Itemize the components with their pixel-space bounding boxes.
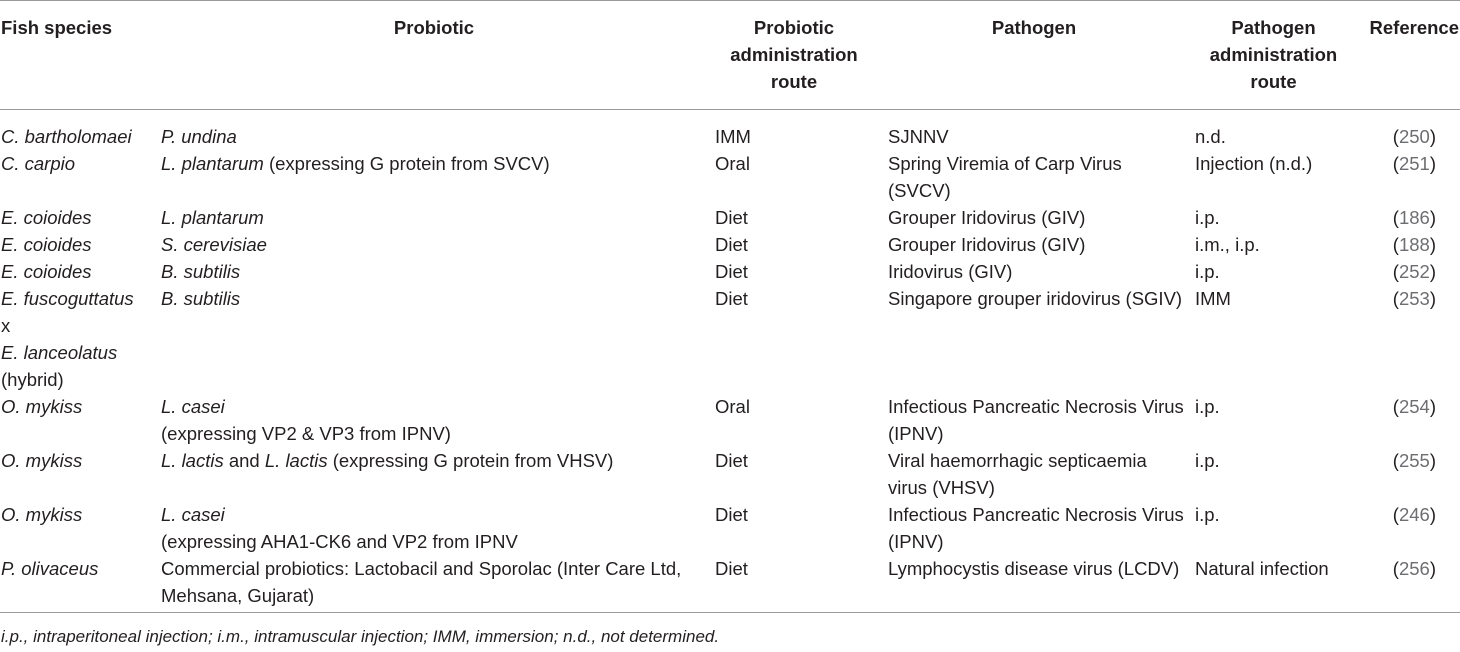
reference-link[interactable]: 253 [1398,288,1430,309]
cell-pathogen: Lymphocystis disease virus (LCDV) [888,558,1180,579]
cell-probiotic-route: Oral [715,396,750,417]
probiotic-name: L. plantarum [161,207,264,228]
cell-reference [1359,110,1460,151]
header-text: Probiotic [753,17,835,38]
cell-probiotic [160,258,708,285]
header-probiotic-route [708,1,880,110]
cell-pathogen: Singapore grouper iridovirus (SGIV) [888,288,1183,309]
probiotic-detail: (expressing G protein from VHSV) [327,450,614,471]
species-cross: x [1,315,11,336]
probiotic-name: L. casei [161,396,225,417]
cell-pathogen: Infectious Pancreatic Necrosis Virus (IPNV) [888,504,1184,552]
probiotic-detail: (expressing VP2 & VP3 from IPNV) [161,423,451,444]
table-row [0,285,1460,393]
probiotic-name: B. subtilis [161,288,241,309]
probiotic-name: P. undina [161,126,237,147]
cell-probiotic-route: Diet [715,288,748,309]
cell-pathogen: Iridovirus (GIV) [888,261,1013,282]
header-pathogen: Pathogen [991,17,1077,38]
ref-paren: ) [1429,558,1436,579]
cell-reference [1359,204,1460,231]
cell-pathogen-route: Natural infection [1195,558,1329,579]
table-row [0,150,1460,204]
cell-probiotic [160,447,708,501]
cell-probiotic-route: IMM [715,126,751,147]
reference-link[interactable]: 251 [1398,153,1430,174]
species-name: E. fuscoguttatus [1,288,134,309]
cell-pathogen-route: i.m., i.p. [1195,234,1260,255]
cell-pathogen-route: Injection (n.d.) [1195,153,1313,174]
probiotic-name: L. casei [161,504,225,525]
cell-pathogen-route: i.p. [1195,207,1220,228]
ref-paren: ( [1392,234,1399,255]
cell-probiotic [160,393,708,447]
cell-pathogen: SJNNV [888,126,949,147]
reference-link[interactable]: 252 [1398,261,1430,282]
cell-species: O. mykiss [1,396,83,417]
cell-pathogen: Infectious Pancreatic Necrosis Virus (IPNV) [888,396,1184,444]
reference-link[interactable]: 250 [1398,126,1430,147]
cell-species [0,285,160,393]
probiotic-name: L. plantarum [161,153,264,174]
reference-link[interactable]: 246 [1398,504,1430,525]
cell-reference [1359,150,1460,204]
table-row [0,555,1460,613]
table-footnote: i.p., intraperitoneal injection; i.m., intramuscular injection; IMM, immersion; n.d., not determined. [1,627,720,646]
ref-paren: ( [1392,207,1399,228]
ref-paren: ( [1392,261,1399,282]
probiotic-conjunction: and [223,450,265,471]
cell-species: C. bartholomaei [1,126,132,147]
cell-probiotic [160,285,708,393]
header-text: route [770,71,818,92]
header-text: Pathogen [1231,17,1316,38]
table-header [0,1,1460,110]
cell-species: C. carpio [1,153,76,174]
cell-probiotic [160,204,708,231]
cell-species: P. olivaceus [1,558,99,579]
reference-link[interactable]: 256 [1398,558,1430,579]
header-fish-species: Fish species [1,17,113,38]
species-hybrid: (hybrid) [1,369,64,390]
probiotic-detail: Commercial probiotics: Lactobacil and Sporolac (Inter Care Ltd, Mehsana, Gujarat) [161,558,682,606]
ref-paren: ( [1392,558,1399,579]
cell-probiotic [160,150,708,204]
reference-link[interactable]: 255 [1398,450,1430,471]
cell-species: O. mykiss [1,504,83,525]
ref-paren: ) [1429,450,1436,471]
cell-species: E. coioides [1,261,92,282]
cell-pathogen-route: i.p. [1195,504,1220,525]
cell-pathogen: Viral haemorrhagic septicaemia virus (VHSV) [888,450,1147,498]
probiotic-name: B. subtilis [161,261,241,282]
ref-paren: ) [1429,261,1436,282]
cell-reference [1359,285,1460,393]
ref-paren: ( [1392,288,1399,309]
probiotic-name: L. lactis [264,450,328,471]
header-probiotic: Probiotic [393,17,475,38]
table-row [0,204,1460,231]
reference-link[interactable]: 254 [1398,396,1430,417]
ref-paren: ) [1429,153,1436,174]
ref-paren: ( [1392,153,1399,174]
cell-pathogen-route: IMM [1195,288,1231,309]
table-row [0,501,1460,555]
cell-probiotic-route: Diet [715,261,748,282]
ref-paren: ) [1429,126,1436,147]
cell-probiotic [160,231,708,258]
cell-reference [1359,231,1460,258]
cell-pathogen-route: n.d. [1195,126,1226,147]
ref-paren: ) [1429,396,1436,417]
ref-paren: ( [1392,450,1399,471]
cell-reference [1359,501,1460,555]
species-name: E. lanceolatus [1,342,118,363]
cell-probiotic-route: Diet [715,504,748,525]
ref-paren: ) [1429,207,1436,228]
cell-pathogen: Grouper Iridovirus (GIV) [888,207,1086,228]
cell-species: E. coioides [1,234,92,255]
probiotic-name: S. cerevisiae [161,234,267,255]
cell-probiotic-route: Diet [715,234,748,255]
cell-probiotic [160,501,708,555]
table-row [0,110,1460,151]
table-row [0,393,1460,447]
reference-link[interactable]: 186 [1398,207,1430,228]
cell-pathogen-route: i.p. [1195,396,1220,417]
header-text: administration [730,44,858,65]
header-reference: Reference [1369,17,1459,38]
cell-reference [1359,393,1460,447]
cell-probiotic-route: Diet [715,450,748,471]
table-row [0,231,1460,258]
ref-paren: ( [1392,396,1399,417]
ref-paren: ) [1429,288,1436,309]
cell-probiotic [160,555,708,613]
probiotic-detail: (expressing AHA1-CK6 and VP2 from IPNV [161,531,518,552]
cell-reference [1359,555,1460,613]
cell-pathogen: Spring Viremia of Carp Virus (SVCV) [888,153,1122,201]
ref-paren: ) [1429,234,1436,255]
cell-pathogen: Grouper Iridovirus (GIV) [888,234,1086,255]
cell-pathogen-route: i.p. [1195,261,1220,282]
header-row [0,1,1460,110]
table-row [0,258,1460,285]
cell-probiotic [160,110,708,151]
cell-reference [1359,447,1460,501]
header-text: administration [1209,44,1338,65]
cell-probiotic-route: Oral [715,153,750,174]
table-body [0,110,1460,613]
header-text: route [1250,71,1297,92]
reference-link[interactable]: 188 [1398,234,1430,255]
cell-probiotic-route: Diet [715,207,748,228]
ref-paren: ) [1429,504,1436,525]
table-row [0,447,1460,501]
ref-paren: ( [1392,126,1399,147]
cell-species: O. mykiss [1,450,83,471]
cell-species: E. coioides [1,207,92,228]
header-pathogen-route [1188,1,1359,110]
cell-reference [1359,258,1460,285]
cell-probiotic-route: Diet [715,558,748,579]
cell-pathogen-route: i.p. [1195,450,1220,471]
probiotic-name: L. lactis [161,450,224,471]
probiotic-detail: (expressing G protein from SVCV) [263,153,550,174]
ref-paren: ( [1392,504,1399,525]
